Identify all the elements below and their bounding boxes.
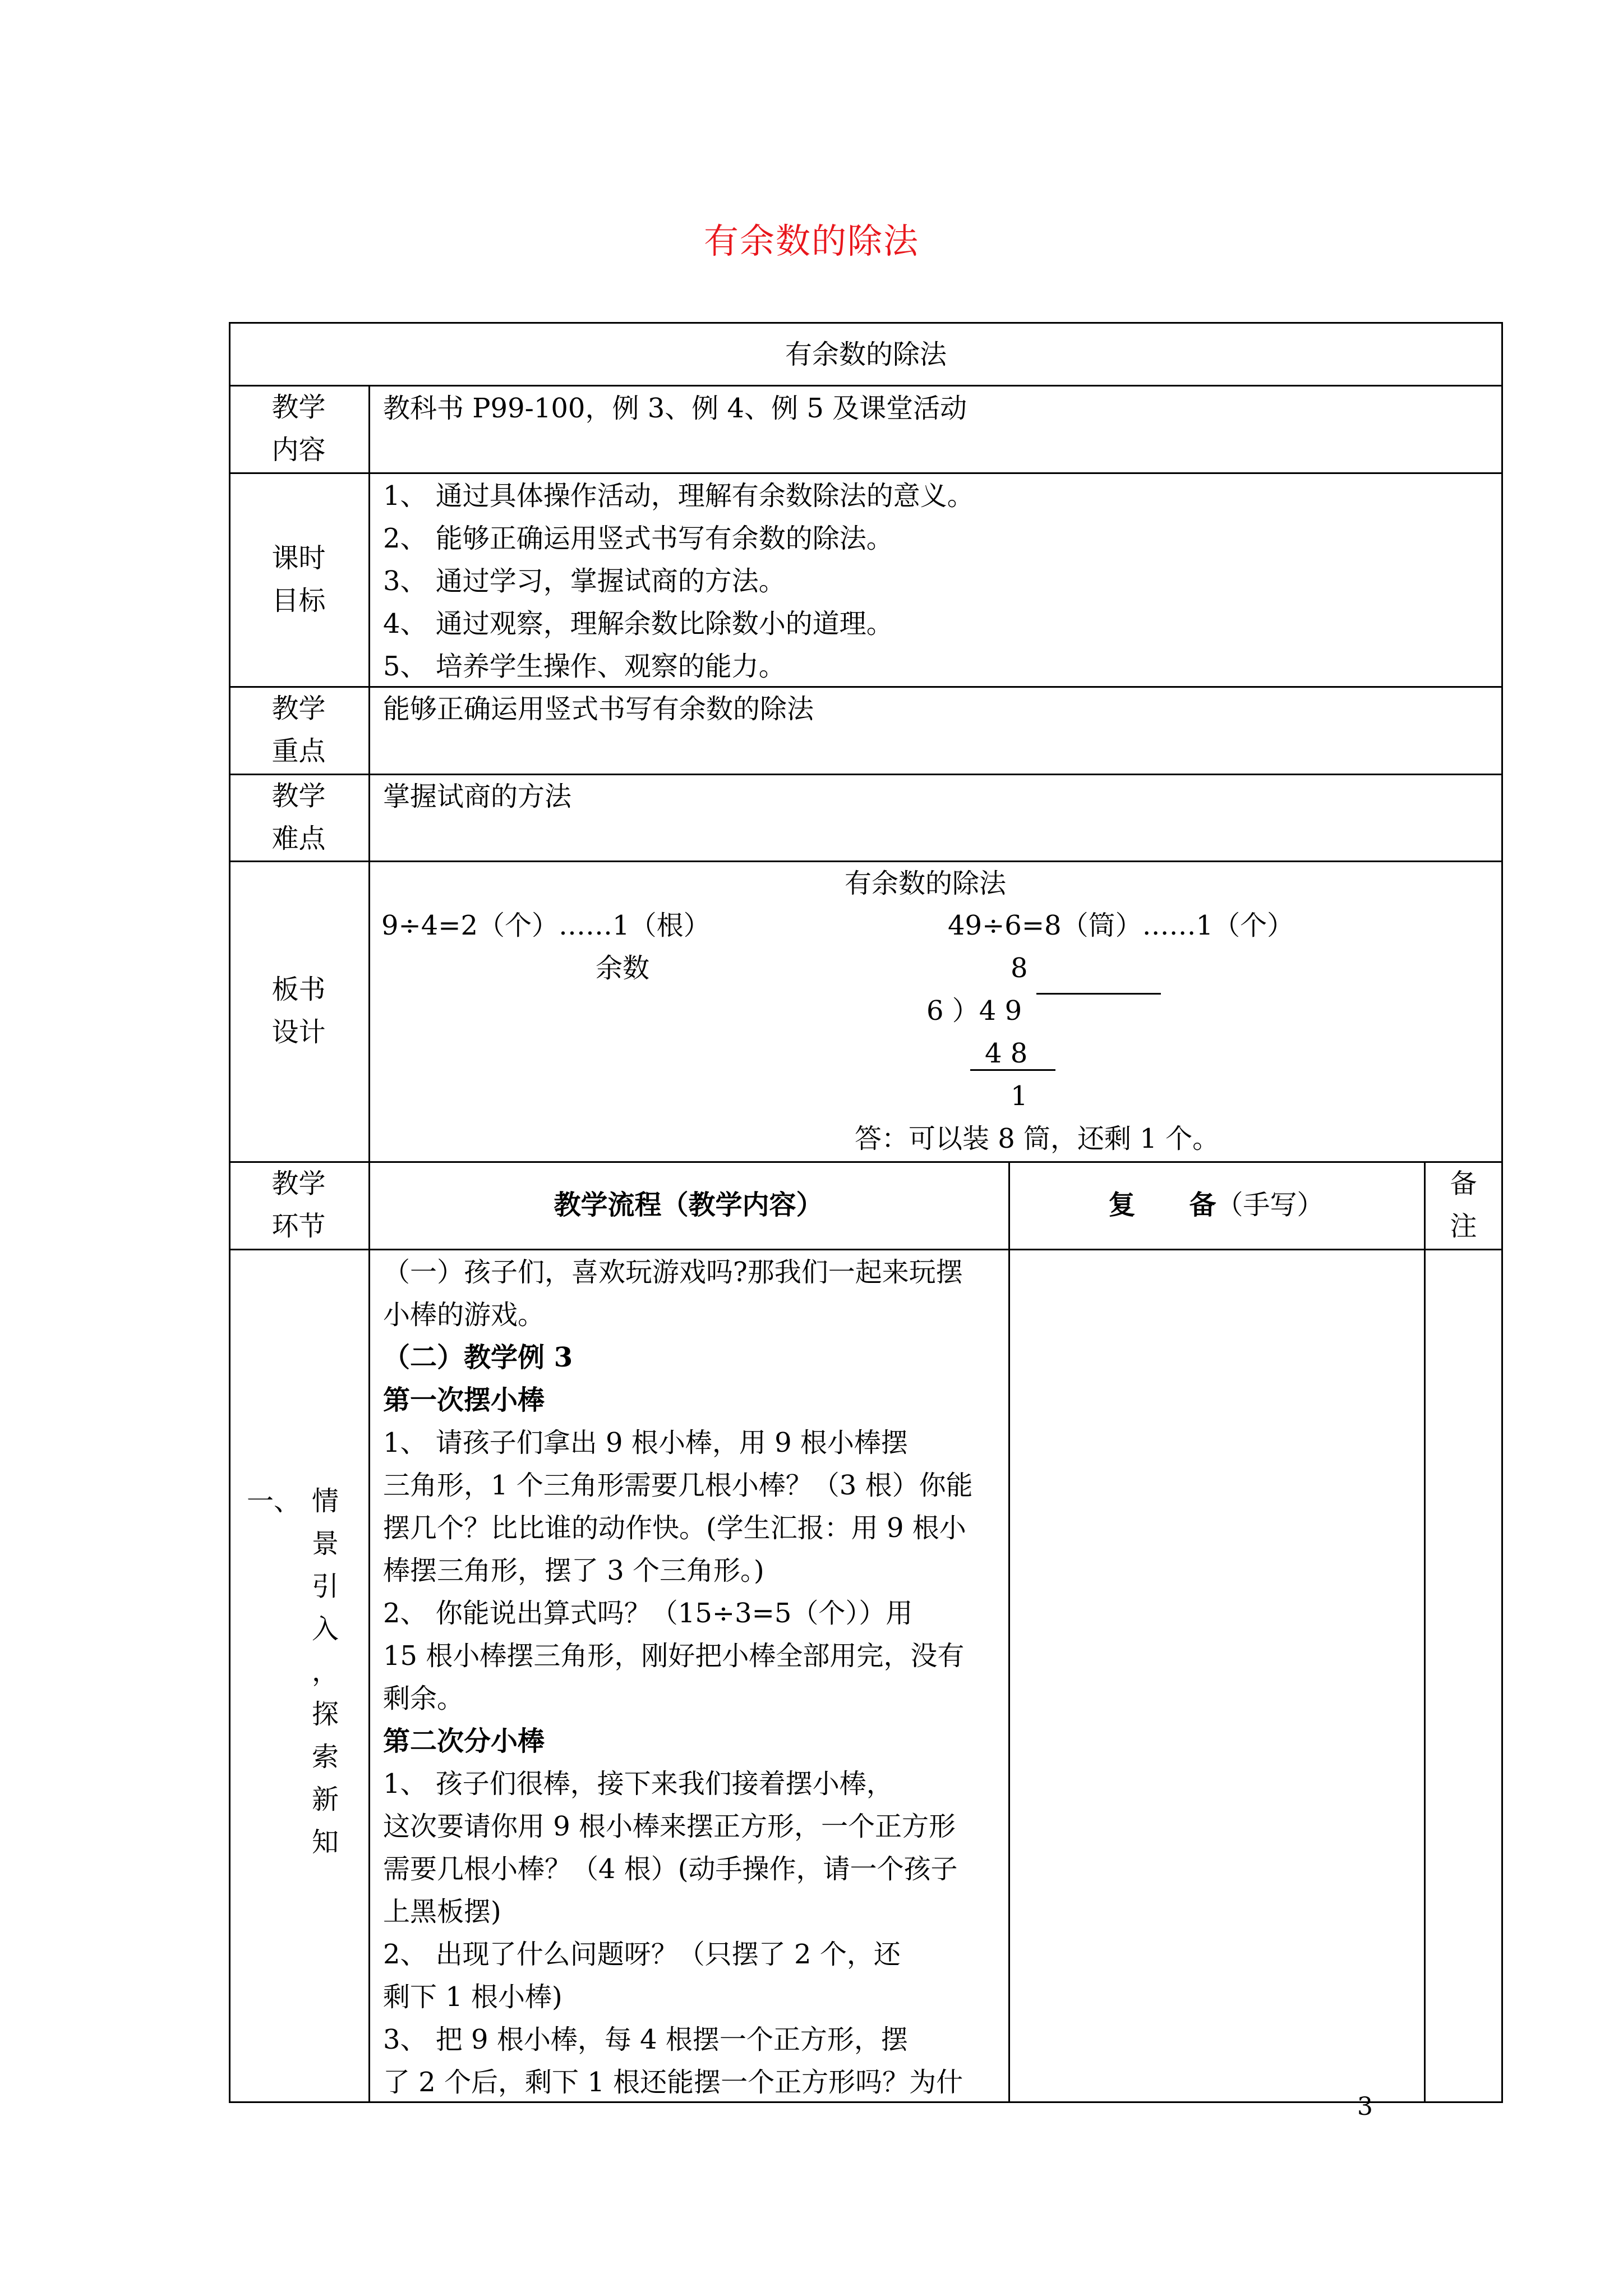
goal-item: 3、 通过学习，掌握试商的方法。 bbox=[383, 565, 786, 597]
board-answer: 答：可以装 8 筒，还剩 1 个。 bbox=[855, 1123, 1220, 1154]
long-division-product: 4 8 bbox=[985, 1038, 1028, 1069]
flow-line: 剩余。 bbox=[383, 1683, 464, 1714]
key-point-text: 能够正确运用竖式书写有余数的除法 bbox=[383, 693, 814, 725]
stage-title-vertical bbox=[308, 1480, 342, 1864]
board-remainder-label: 余数 bbox=[596, 953, 650, 984]
stage-char: 情 bbox=[311, 1485, 339, 1517]
review-header: 复 备（手写） bbox=[1108, 1189, 1324, 1221]
long-division-dividend: 6 ）4 9 bbox=[926, 995, 1022, 1027]
column-divider bbox=[368, 385, 370, 2103]
stage-char: 索 bbox=[311, 1741, 339, 1773]
flow-line: 1、 孩子们很棒，接下来我们接着摆小棒， bbox=[383, 1768, 893, 1800]
flow-heading: 第一次摆小棒 bbox=[383, 1384, 545, 1416]
flow-heading: 第二次分小棒 bbox=[383, 1726, 545, 1757]
goal-item: 2、 能够正确运用竖式书写有余数的除法。 bbox=[383, 523, 893, 554]
flow-line: 三角形，1 个三角形需要几根小棒？（3 根）你能 bbox=[383, 1470, 973, 1501]
flow-line: 了 2 个后，剩下 1 根还能摆一个正方形吗？为什 bbox=[383, 2067, 963, 2098]
long-division-quotient: 8 bbox=[1011, 953, 1028, 984]
flow-line: （一）孩子们，喜欢玩游戏吗?那我们一起来玩摆 bbox=[383, 1257, 963, 1288]
stage-char: 引 bbox=[311, 1571, 339, 1602]
flow-line: 棒摆三角形，摆了 3 个三角形。) bbox=[383, 1555, 764, 1586]
flow-line: 2、 你能说出算式吗？（15÷3=5（个））用 bbox=[383, 1598, 913, 1629]
flow-line: 15 根小棒摆三角形，刚好把小棒全部用完，没有 bbox=[383, 1640, 965, 1672]
goal-item: 4、 通过观察，理解余数比除数小的道理。 bbox=[383, 608, 893, 639]
board-label: 板书 设计 bbox=[271, 974, 326, 1048]
column-divider bbox=[1008, 1161, 1010, 2103]
board-equation-2: 49÷6=8（筒）……1（个） bbox=[948, 910, 1294, 941]
page-number: 3 bbox=[1357, 2092, 1373, 2121]
flow-line: 上黑板摆) bbox=[383, 1896, 501, 1927]
stage-char: 新 bbox=[311, 1784, 339, 1815]
goals-label: 课时 目标 bbox=[271, 542, 326, 616]
stage-char: 知 bbox=[311, 1826, 339, 1858]
flow-line: 小棒的游戏。 bbox=[383, 1299, 545, 1331]
flow-heading: （二）教学例 3 bbox=[383, 1342, 573, 1373]
flow-line: 摆几个？比比谁的动作快。(学生汇报：用 9 根小 bbox=[383, 1512, 966, 1544]
board-equation-1: 9÷4=2（个）……1（根） bbox=[381, 910, 711, 941]
goal-item: 5、 培养学生操作、观察的能力。 bbox=[383, 651, 786, 682]
row-divider bbox=[229, 385, 1503, 386]
content-text: 教科书 P99-100，例 3、例 4、例 5 及课堂活动 bbox=[383, 393, 967, 424]
row-divider bbox=[229, 1249, 1503, 1250]
goal-item: 1、 通过具体操作活动，理解有余数除法的意义。 bbox=[383, 480, 974, 512]
flow-line: 3、 把 9 根小棒，每 4 根摆一个正方形，摆 bbox=[383, 2024, 908, 2055]
stage-char: 探 bbox=[311, 1699, 339, 1730]
difficulty-label: 教学 难点 bbox=[271, 780, 326, 854]
long-division-bar bbox=[1036, 993, 1161, 995]
key-point-label: 教学 重点 bbox=[271, 693, 326, 767]
flow-line: 剩下 1 根小棒) bbox=[383, 1981, 562, 2013]
stage-number: 一、 bbox=[247, 1485, 301, 1517]
flow-line: 1、 请孩子们拿出 9 根小棒，用 9 根小棒摆 bbox=[383, 1427, 908, 1458]
column-divider bbox=[1424, 1161, 1426, 2103]
board-title: 有余数的除法 bbox=[845, 868, 1007, 899]
flow-line: 2、 出现了什么问题呀？（只摆了 2 个，还 bbox=[383, 1939, 901, 1970]
long-division-underline bbox=[970, 1069, 1055, 1071]
row-divider bbox=[229, 472, 1503, 474]
document-title: 有余数的除法 bbox=[703, 220, 919, 261]
flow-line: 这次要请你用 9 根小棒来摆正方形，一个正方形 bbox=[383, 1811, 956, 1842]
flow-line: 需要几根小棒？（4 根）(动手操作，请一个孩子 bbox=[383, 1853, 958, 1885]
remark-header: 备 注 bbox=[1450, 1168, 1477, 1242]
table-header: 有余数的除法 bbox=[785, 339, 947, 370]
stage-char: ， bbox=[311, 1656, 339, 1687]
stage-char: 景 bbox=[311, 1528, 339, 1559]
long-division-remainder: 1 bbox=[1011, 1080, 1028, 1112]
flow-header: 教学流程（教学内容） bbox=[554, 1189, 823, 1221]
difficulty-text: 掌握试商的方法 bbox=[383, 781, 572, 812]
content-label: 教学 内容 bbox=[271, 392, 326, 466]
stage-header: 教学 环节 bbox=[271, 1168, 326, 1242]
stage-char: 入 bbox=[311, 1613, 339, 1645]
row-divider bbox=[229, 1161, 1503, 1163]
